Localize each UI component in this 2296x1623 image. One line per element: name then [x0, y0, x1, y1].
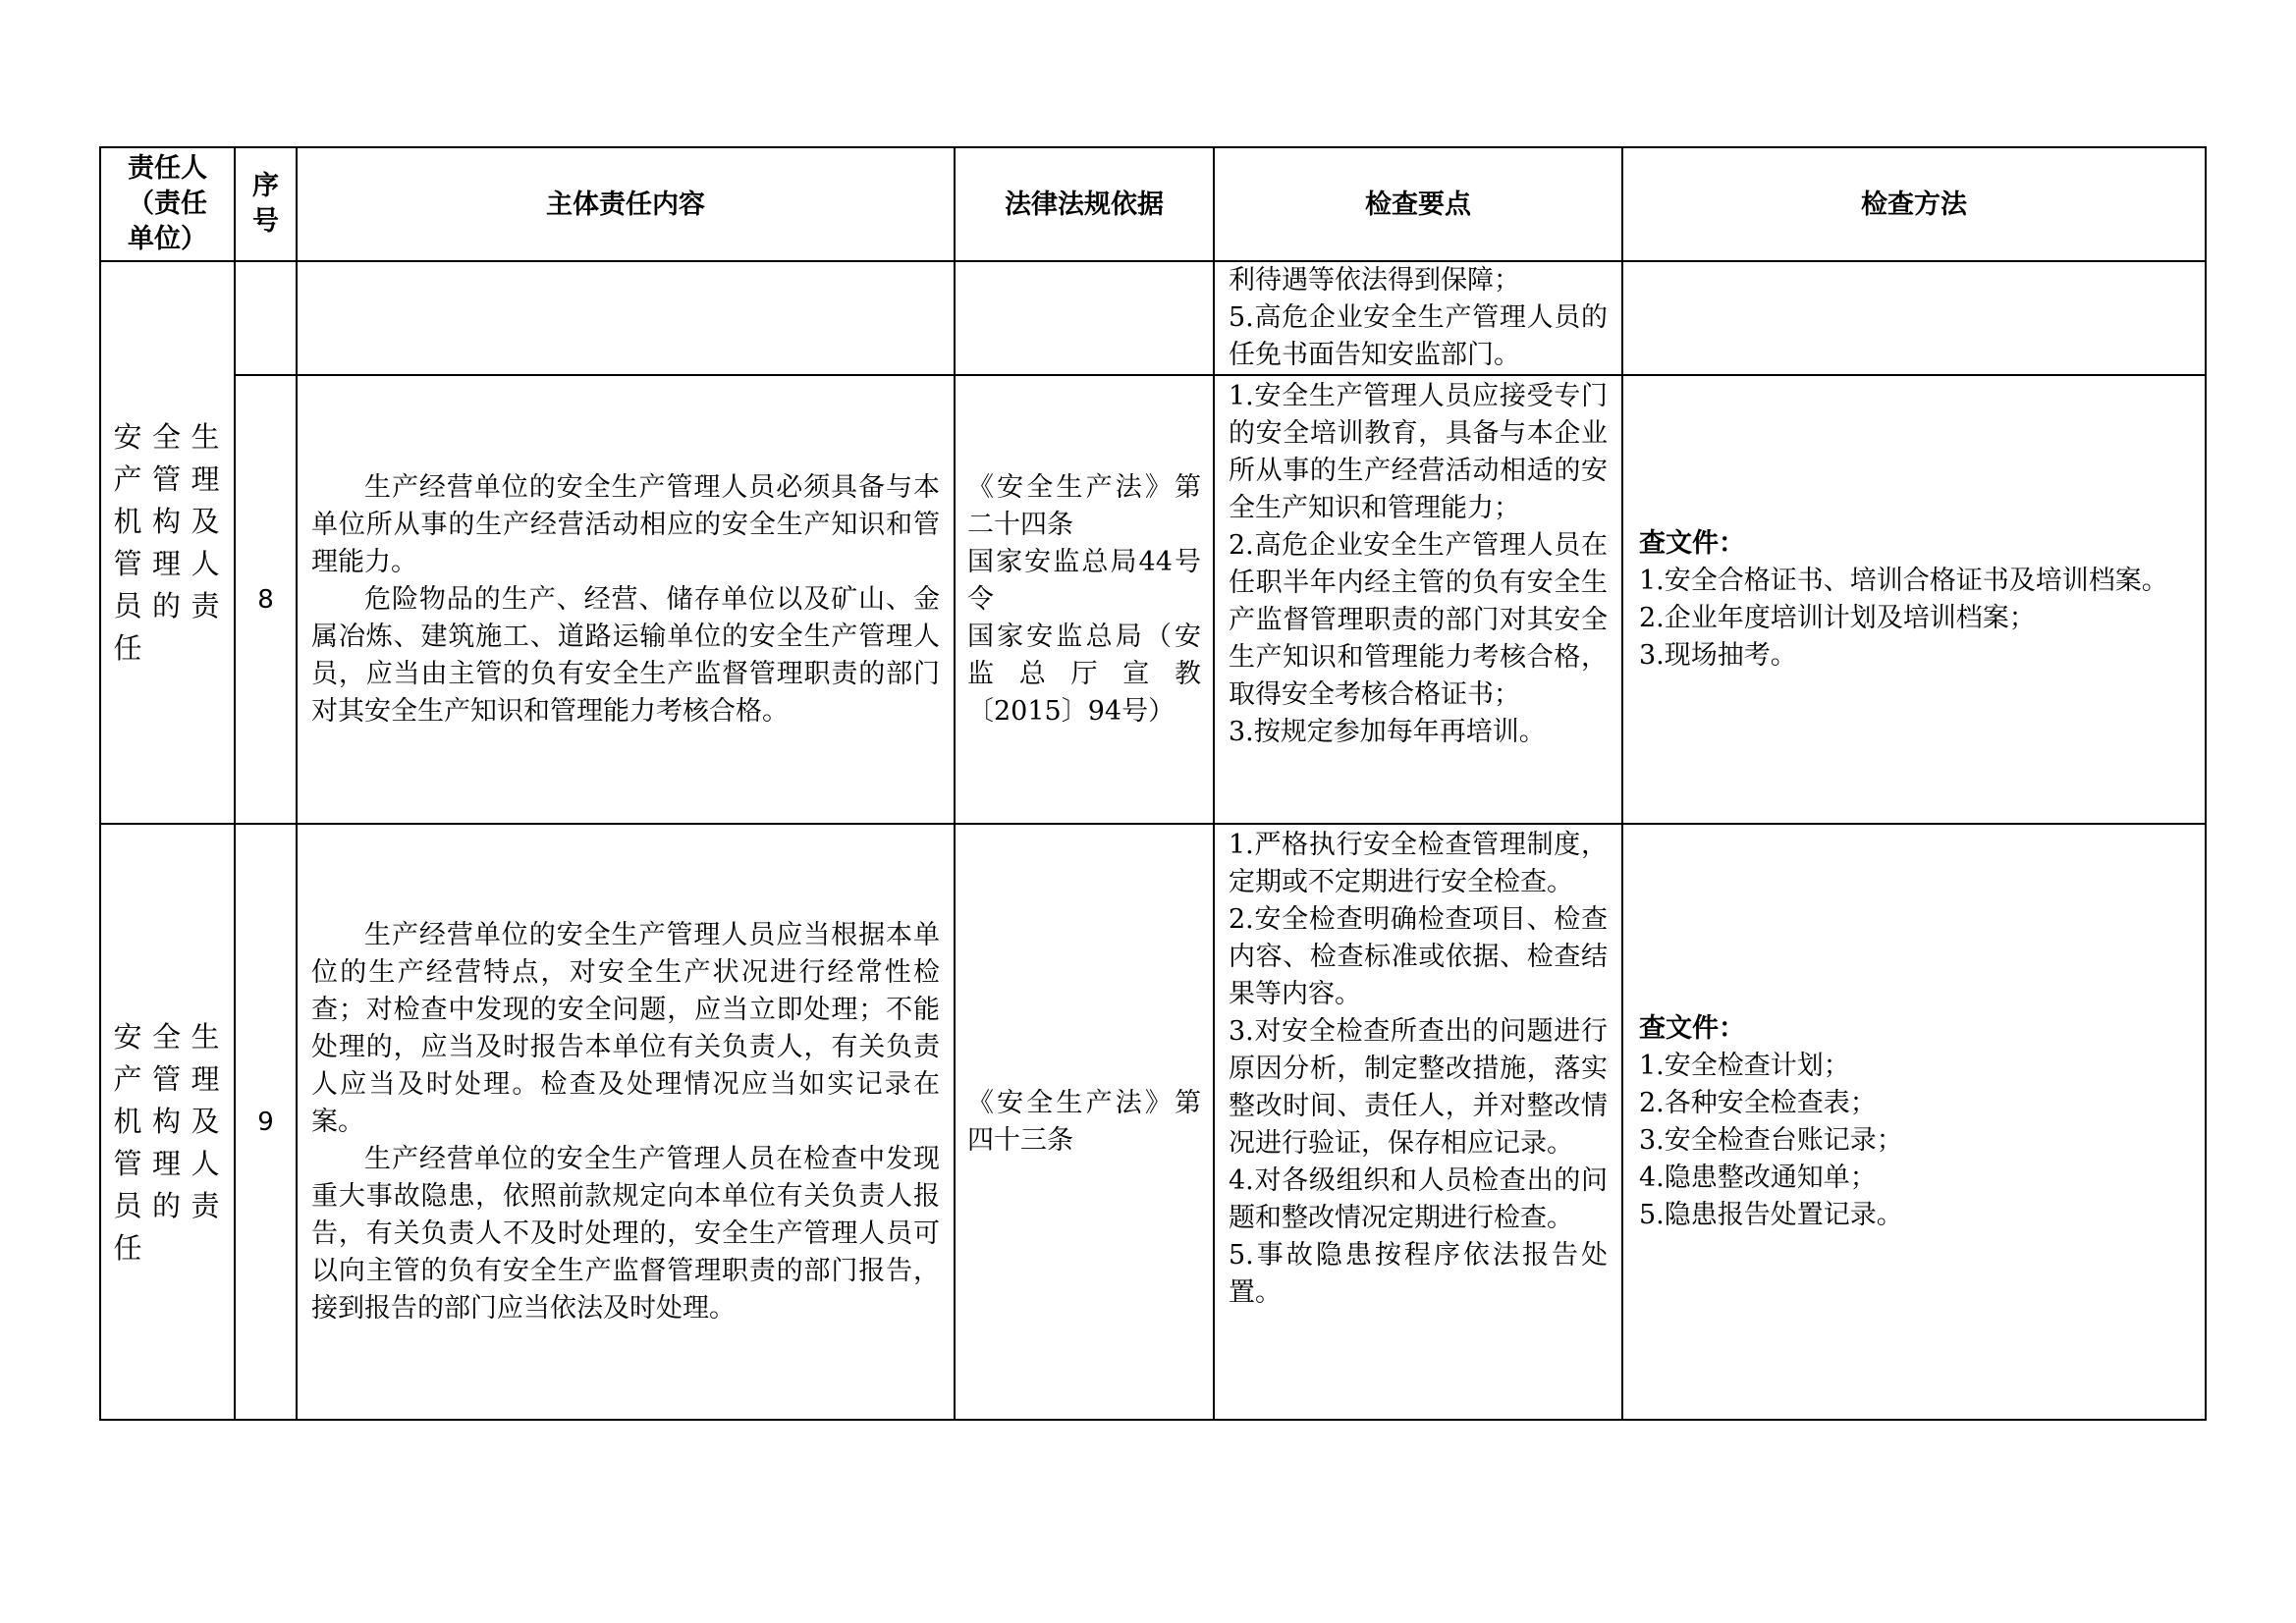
method-item: 2.各种安全检查表； — [1639, 1087, 1877, 1118]
responsible-cell-1 — [100, 261, 235, 824]
content-cell — [297, 375, 955, 824]
points-cell — [1214, 375, 1622, 824]
points-cell — [1214, 824, 1622, 1420]
seq-cell: 9 — [235, 824, 297, 1420]
table-row — [100, 824, 2206, 1420]
method-cell — [1622, 375, 2206, 824]
point-item: 1.安全生产管理人员应接受专门的安全培训教育，具备与本企业所从事的生产经营活动相适的安全生产知识和管理能力； — [1229, 381, 1608, 523]
method-item: 1.安全检查计划； — [1639, 1050, 1850, 1081]
header-seq: 序号 — [235, 147, 297, 261]
method-item: 5.隐患报告处置记录。 — [1639, 1199, 1903, 1230]
point-item: 3.对安全检查所查出的问题进行原因分析，制定整改措施，落实整改时间、责任人，并对整改情况进行验证，保存相应记录。 — [1229, 1016, 1608, 1159]
responsible-text: 安全生产管理机构及管理人员的责任 — [113, 419, 222, 665]
method-title: 查文件： — [1639, 1012, 1745, 1044]
point-item: 4.对各级组织和人员检查出的问题和整改情况定期进行检查。 — [1229, 1165, 1608, 1233]
content-paragraph: 生产经营单位的安全生产管理人员必须具备与本单位所从事的生产经营活动相应的安全生产知识和管理能力。 — [311, 471, 940, 577]
law-item: 《安全生产法》第四十三条 — [967, 1087, 1201, 1156]
header-row — [100, 147, 2206, 261]
law-item: 《安全生产法》第二十四条 — [967, 471, 1201, 540]
law-item: 国家安监总局44号令 — [967, 546, 1201, 615]
point-item: 3.按规定参加每年再培训。 — [1229, 717, 1546, 747]
point-item: 5.事故隐患按程序依法报告处置。 — [1229, 1240, 1608, 1308]
seq-cell: 8 — [235, 375, 297, 824]
header-method: 检查方法 — [1622, 147, 2206, 261]
header-responsible: 责任人（责任单位） — [100, 147, 235, 261]
law-cell — [955, 824, 1214, 1420]
point-item: 利待遇等依法得到保障； — [1229, 265, 1520, 296]
law-cell — [955, 375, 1214, 824]
table-row — [100, 375, 2206, 824]
points-cell-continuation — [1214, 261, 1622, 375]
law-cell-continuation — [955, 261, 1214, 375]
method-cell — [1622, 824, 2206, 1420]
method-item: 4.隐患整改通知单； — [1639, 1162, 1877, 1193]
seq-cell-continuation — [235, 261, 297, 375]
method-item: 2.企业年度培训计划及培训档案； — [1639, 602, 2036, 633]
header-points: 检查要点 — [1214, 147, 1622, 261]
law-item: 国家安监总局（安监总厅宣教〔2015〕94号） — [967, 621, 1201, 727]
method-cell-continuation — [1622, 261, 2206, 375]
method-item: 3.安全检查台账记录； — [1639, 1124, 1903, 1156]
content-paragraph: 生产经营单位的安全生产管理人员在检查中发现重大事故隐患，依照前款规定向本单位有关负责人报告，有关负责人不及时处理的，安全生产管理人员可以向主管的负有安全生产监督管理职责的部门报告，接到报告的部门应当依法及时处理。 — [311, 1143, 940, 1324]
point-item: 2.安全检查明确检查项目、检查内容、检查标准或依据、检查结果等内容。 — [1229, 904, 1608, 1009]
point-item: 5.高危企业安全生产管理人员的任免书面告知安监部门。 — [1229, 302, 1608, 370]
table-row-continuation — [100, 261, 2206, 375]
content-cell-continuation — [297, 261, 955, 375]
method-title: 查文件： — [1639, 527, 1745, 559]
point-item: 1.严格执行安全检查管理制度，定期或不定期进行安全检查。 — [1229, 830, 1608, 897]
content-paragraph: 生产经营单位的安全生产管理人员应当根据本单位的生产经营特点，对安全生产状况进行经常性检查；对检查中发现的安全问题，应当立即处理；不能处理的，应当及时报告本单位有关负责人，有关负责人应当及时处理。检查及处理情况应当如实记录在案。 — [311, 919, 940, 1137]
content-cell — [297, 824, 955, 1420]
header-law: 法律法规依据 — [955, 147, 1214, 261]
content-paragraph: 危险物品的生产、经营、储存单位以及矿山、金属冶炼、建筑施工、道路运输单位的安全生产管理人员，应当由主管的负有安全生产监督管理职责的部门对其安全生产知识和管理能力考核合格。 — [311, 583, 940, 727]
method-item: 3.现场抽考。 — [1639, 639, 1797, 671]
header-content: 主体责任内容 — [297, 147, 955, 261]
responsible-text: 安全生产管理机构及管理人员的责任 — [113, 1019, 222, 1265]
method-item: 1.安全合格证书、培训合格证书及培训档案。 — [1639, 565, 2168, 596]
point-item: 2.高危企业安全生产管理人员在任职半年内经主管的负有安全生产监督管理职责的部门对其安全生产知识和管理能力考核合格，取得安全考核合格证书； — [1229, 530, 1608, 710]
responsibility-table — [99, 146, 2207, 1421]
responsible-cell-2 — [100, 824, 235, 1420]
